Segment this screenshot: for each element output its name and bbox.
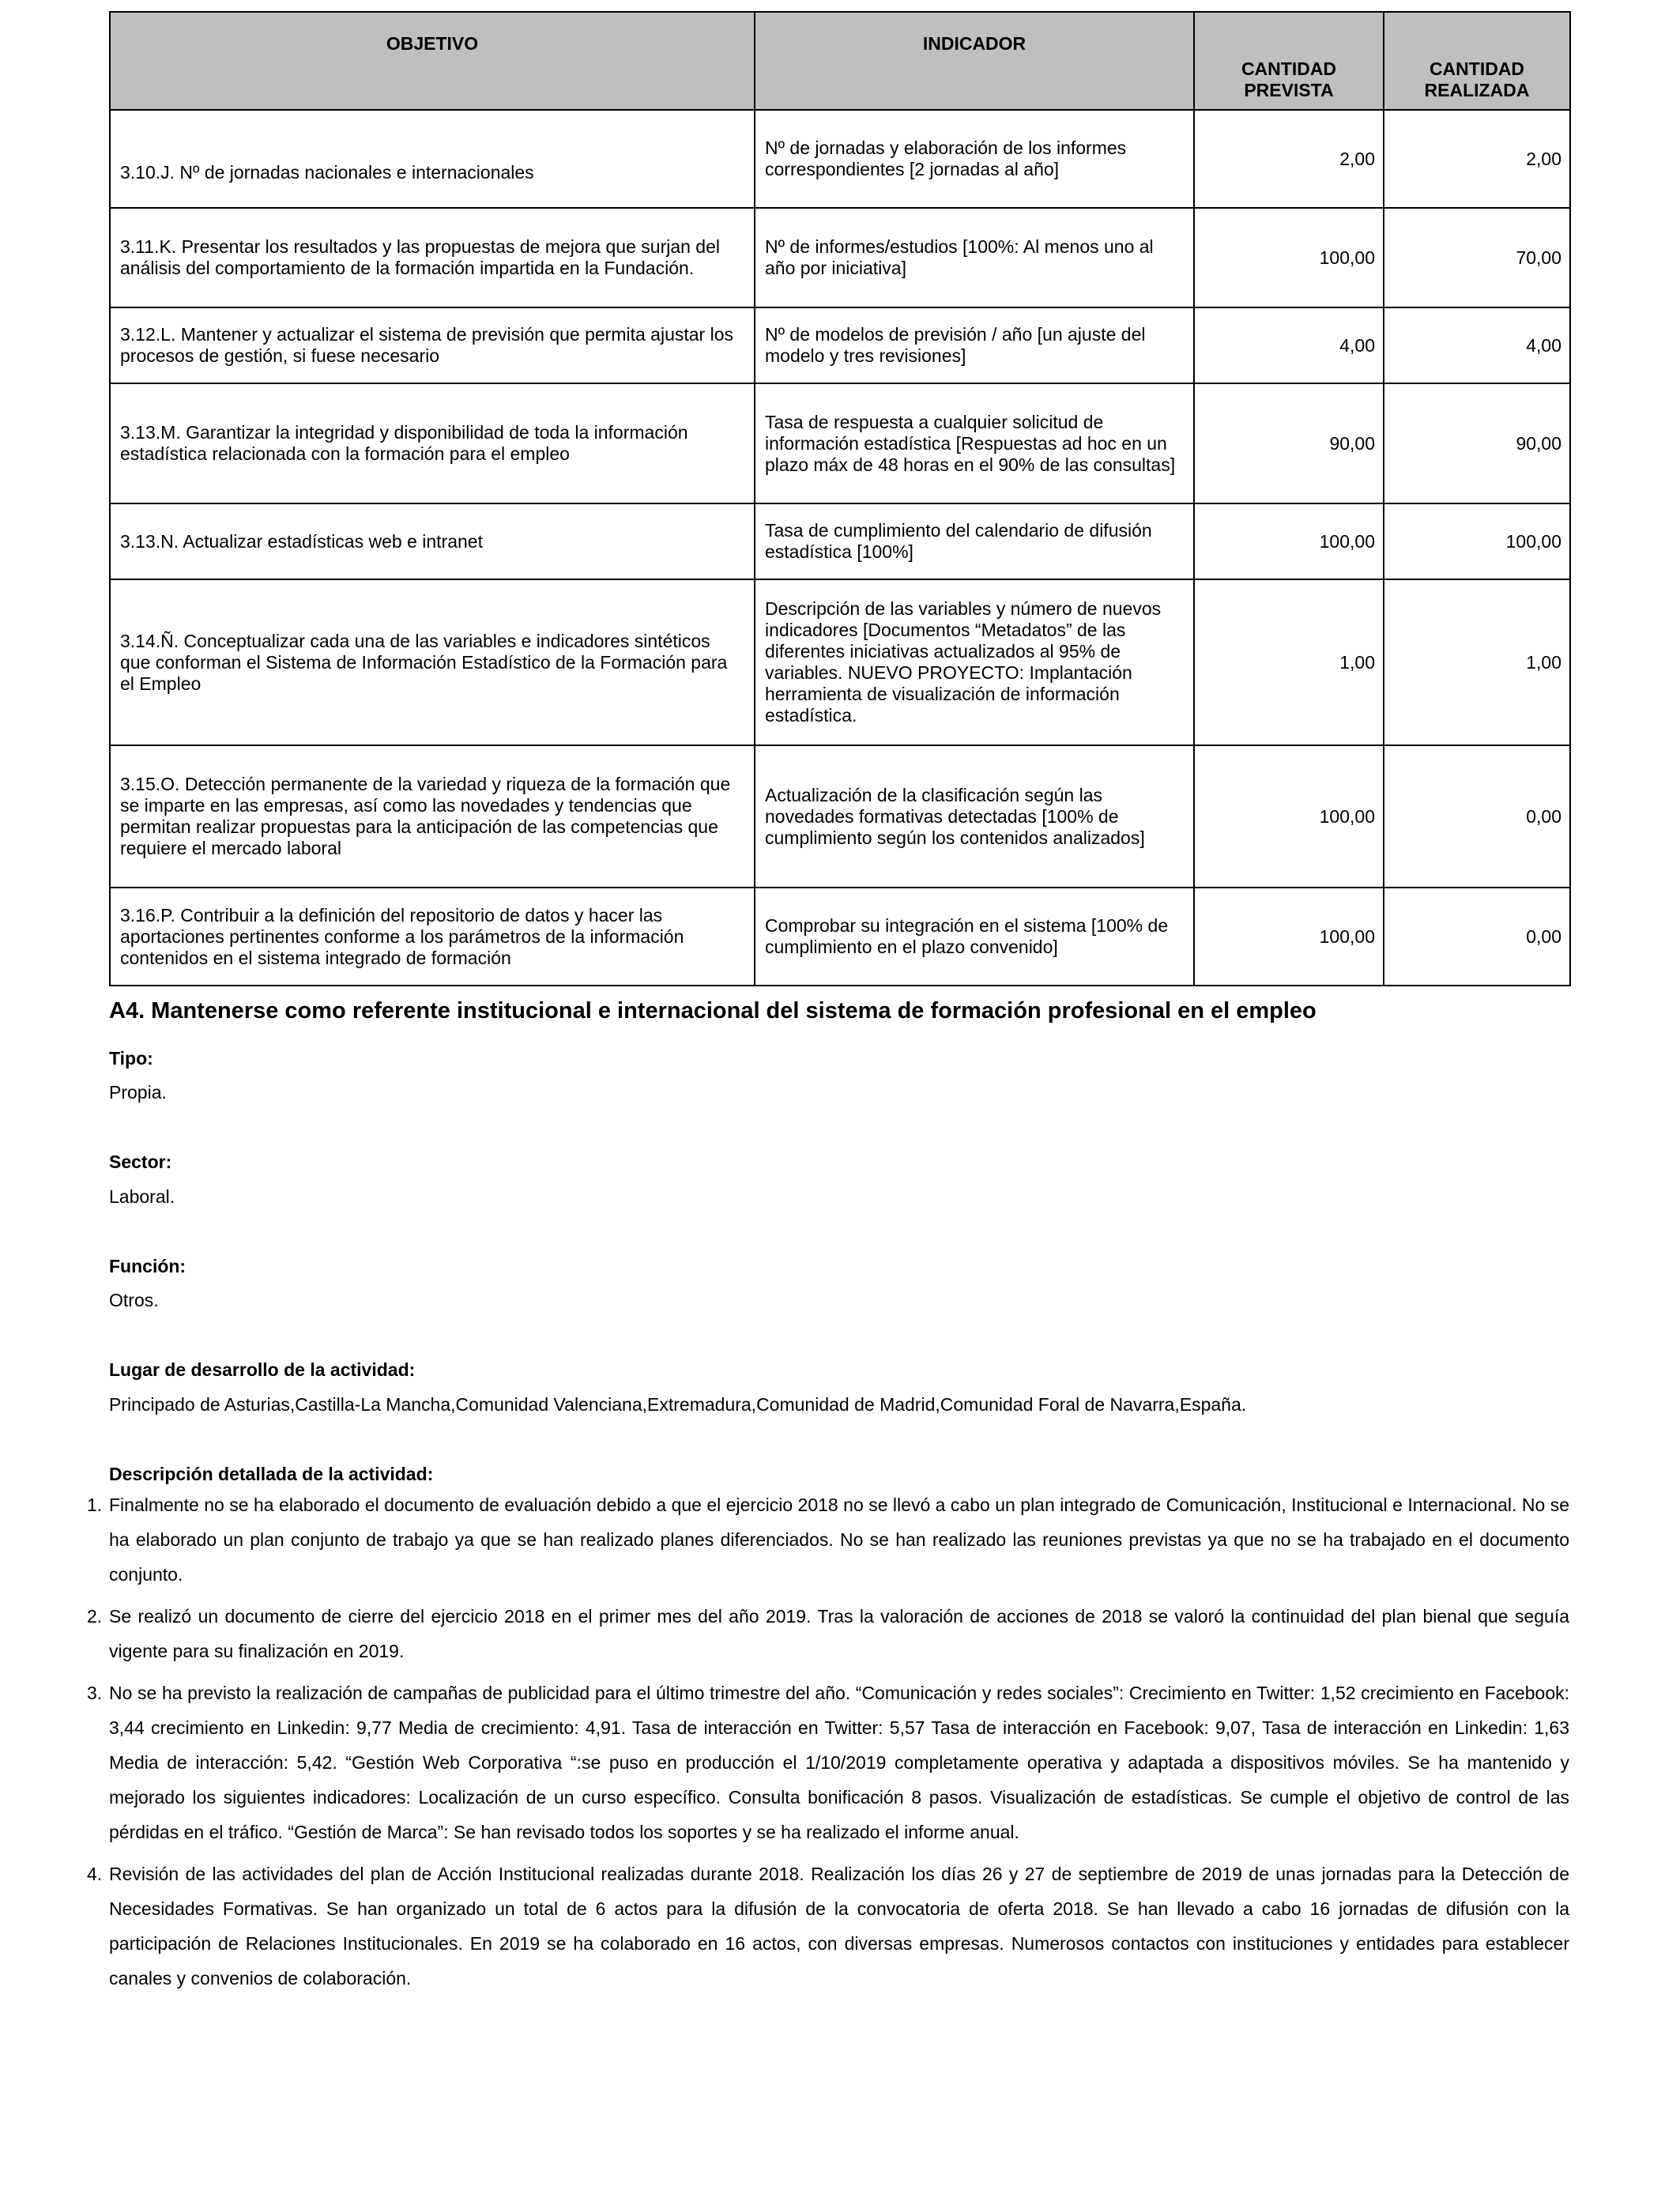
document-page (87, 11, 1569, 1989)
cell-objetivo: 3.13.M. Garantizar la integridad y disponibilidad de toda la información estadística relacionada con la formación para el empleo (110, 383, 755, 503)
cell-prevista: 4,00 (1194, 307, 1384, 383)
cell-prevista: 2,00 (1194, 110, 1384, 208)
section-title: A4. Mantenerse como referente institucional e internacional del sistema de formación profesional en el empleo (109, 998, 1317, 1023)
cell-prevista: 100,00 (1194, 745, 1384, 888)
table-row (110, 110, 1570, 208)
lugar-label: Lugar de desarrollo de la actividad: (109, 1359, 416, 1380)
list-item-text: Se realizó un documento de cierre del ejercicio 2018 en el primer mes del año 2019. Tras la valoración de acciones de 2018 se valoró la continuidad del plan bienal que seguía vigente para su finalización en 2019. (109, 1606, 1569, 1661)
cell-indicador: Actualización de la clasificación según las novedades formativas detectadas [100% de cumplimiento según los contenidos analizados] (755, 745, 1194, 888)
cell-realizada: 90,00 (1384, 383, 1570, 503)
cell-prevista: 100,00 (1194, 503, 1384, 579)
cell-indicador: Comprobar su integración en el sistema [100% de cumplimiento en el plazo convenido] (755, 888, 1194, 986)
list-item-text: No se ha previsto la realización de campañas de publicidad para el último trimestre del año. “Comunicación y redes sociales”: Crecimiento en Twitter: 1,52 crecimiento en Facebook: 3,44 crecimiento en Linkedin: 9,77 Media de crecimiento: 4,91. Tasa de interacción en Twitter: 5,57 Tasa de interacción en Facebook: 9,07, Tasa de interacción en Linkedin: 1,63 Media de interacción: 5,42. “Gestión Web Corporativa “:se puso en producción el 1/10/2019 completamente operativa y adaptada a dispositivos móviles. Se ha mantenido y mejorado los siguientes indicadores: Localización de un curso específico. Consulta bonificación 8 pasos. Visualización de estadísticas. Se cumple el objetivo de control de las pérdidas en el tráfico. “Gestión de Marca”: Se han revisado todos los soportes y se ha realizado el informe anual. (109, 1683, 1569, 1842)
cell-realizada: 2,00 (1384, 110, 1570, 208)
cell-prevista: 90,00 (1194, 383, 1384, 503)
table-row (110, 503, 1570, 579)
cell-realizada: 70,00 (1384, 208, 1570, 307)
list-item-number: 1. (87, 1495, 103, 1515)
list-item-number: 4. (87, 1864, 103, 1884)
list-item-number: 3. (87, 1683, 103, 1703)
list-item (87, 1487, 1569, 1592)
cell-realizada: 0,00 (1384, 745, 1570, 888)
cell-realizada: 1,00 (1384, 579, 1570, 745)
cell-prevista: 100,00 (1194, 888, 1384, 986)
table-row (110, 579, 1570, 745)
cell-realizada: 4,00 (1384, 307, 1570, 383)
table-row (110, 888, 1570, 986)
tipo-value: Propia. (109, 1082, 167, 1103)
header-objetivo: OBJETIVO (110, 12, 755, 110)
table-row (110, 307, 1570, 383)
descripcion-label: Descripción detallada de la actividad: (109, 1464, 434, 1484)
cell-indicador: Nº de jornadas y elaboración de los informes correspondientes [2 jornadas al año] (755, 110, 1194, 208)
cell-indicador: Nº de informes/estudios [100%: Al menos uno al año por iniciativa] (755, 208, 1194, 307)
list-item-number: 2. (87, 1606, 103, 1627)
header-cantidad-realizada: CANTIDAD REALIZADA (1384, 12, 1570, 110)
cell-objetivo: 3.16.P. Contribuir a la definición del repositorio de datos y hacer las aportaciones pertinentes conforme a los parámetros de la información contenidos en el sistema integrado de formación (110, 888, 755, 986)
sector-label: Sector: (109, 1152, 172, 1172)
funcion-label: Función: (109, 1256, 186, 1276)
sector-value: Laboral. (109, 1186, 175, 1207)
header-indicador: INDICADOR (755, 12, 1194, 110)
header-cantidad-prevista: CANTIDAD PREVISTA (1194, 12, 1384, 110)
cell-objetivo: 3.13.N. Actualizar estadísticas web e intranet (110, 503, 755, 579)
cell-objetivo: 3.10.J. Nº de jornadas nacionales e internacionales (110, 110, 755, 208)
list-item-text: Finalmente no se ha elaborado el documento de evaluación debido a que el ejercicio 2018 no se llevó a cabo un plan integrado de Comunicación, Institucional e Internacional. No se ha elaborado un plan conjunto de trabajo ya que se han realizado planes diferenciados. No se han realizado las reuniones previstas ya que no se ha trabajado en el documento conjunto. (109, 1495, 1569, 1585)
cell-objetivo: 3.14.Ñ. Conceptualizar cada una de las variables e indicadores sintéticos que conforman el Sistema de Información Estadístico de la Formación para el Empleo (110, 579, 755, 745)
list-item (87, 1676, 1569, 1849)
objectives-table (109, 11, 1571, 986)
table-row (110, 208, 1570, 307)
cell-objetivo: 3.15.O. Detección permanente de la variedad y riqueza de la formación que se imparte en las empresas, así como las novedades y tendencias que permitan realizar propuestas para la anticipación de las competencias que requiere el mercado laboral (110, 745, 755, 888)
lugar-value: Principado de Asturias,Castilla-La Mancha,Comunidad Valenciana,Extremadura,Comunidad de Madrid,Comunidad Foral de Navarra,España. (109, 1394, 1247, 1415)
list-item-text: Revisión de las actividades del plan de Acción Institucional realizadas durante 2018. Realización los días 26 y 27 de septiembre de 2019 de unas jornadas para la Detección de Necesidades Formativas. Se han organizado un total de 6 actos para la difusión de la convocatoria de oferta 2018. Se han llevado a cabo 16 jornadas de difusión con la participación de Relaciones Institucionales. En 2019 se ha colaborado en 16 actos, con diversas empresas. Numerosos contactos con instituciones y entidades para establecer canales y convenios de colaboración. (109, 1864, 1569, 1989)
cell-prevista: 1,00 (1194, 579, 1384, 745)
cell-indicador: Descripción de las variables y número de nuevos indicadores [Documentos “Metadatos” de las diferentes iniciativas actualizados al 95% de variables. NUEVO PROYECTO: Implantación herramienta de visualización de información estadística. (755, 579, 1194, 745)
tipo-label: Tipo: (109, 1048, 153, 1069)
funcion-value: Otros. (109, 1290, 159, 1310)
cell-realizada: 100,00 (1384, 503, 1570, 579)
table-row (110, 383, 1570, 503)
cell-realizada: 0,00 (1384, 888, 1570, 986)
list-item (87, 1599, 1569, 1668)
cell-objetivo: 3.12.L. Mantener y actualizar el sistema de previsión que permita ajustar los procesos de gestión, si fuese necesario (110, 307, 755, 383)
cell-indicador: Tasa de cumplimiento del calendario de difusión estadística [100%] (755, 503, 1194, 579)
cell-indicador: Tasa de respuesta a cualquier solicitud de información estadística [Respuestas ad hoc en un plazo máx de 48 horas en el 90% de las consultas] (755, 383, 1194, 503)
cell-prevista: 100,00 (1194, 208, 1384, 307)
description-list (87, 1487, 1569, 2003)
list-item (87, 1857, 1569, 1996)
table-row (110, 745, 1570, 888)
cell-objetivo: 3.11.K. Presentar los resultados y las propuestas de mejora que surjan del análisis del comportamiento de la formación impartida en la Fundación. (110, 208, 755, 307)
table-header-row (110, 12, 1570, 110)
cell-indicador: Nº de modelos de previsión / año [un ajuste del modelo y tres revisiones] (755, 307, 1194, 383)
